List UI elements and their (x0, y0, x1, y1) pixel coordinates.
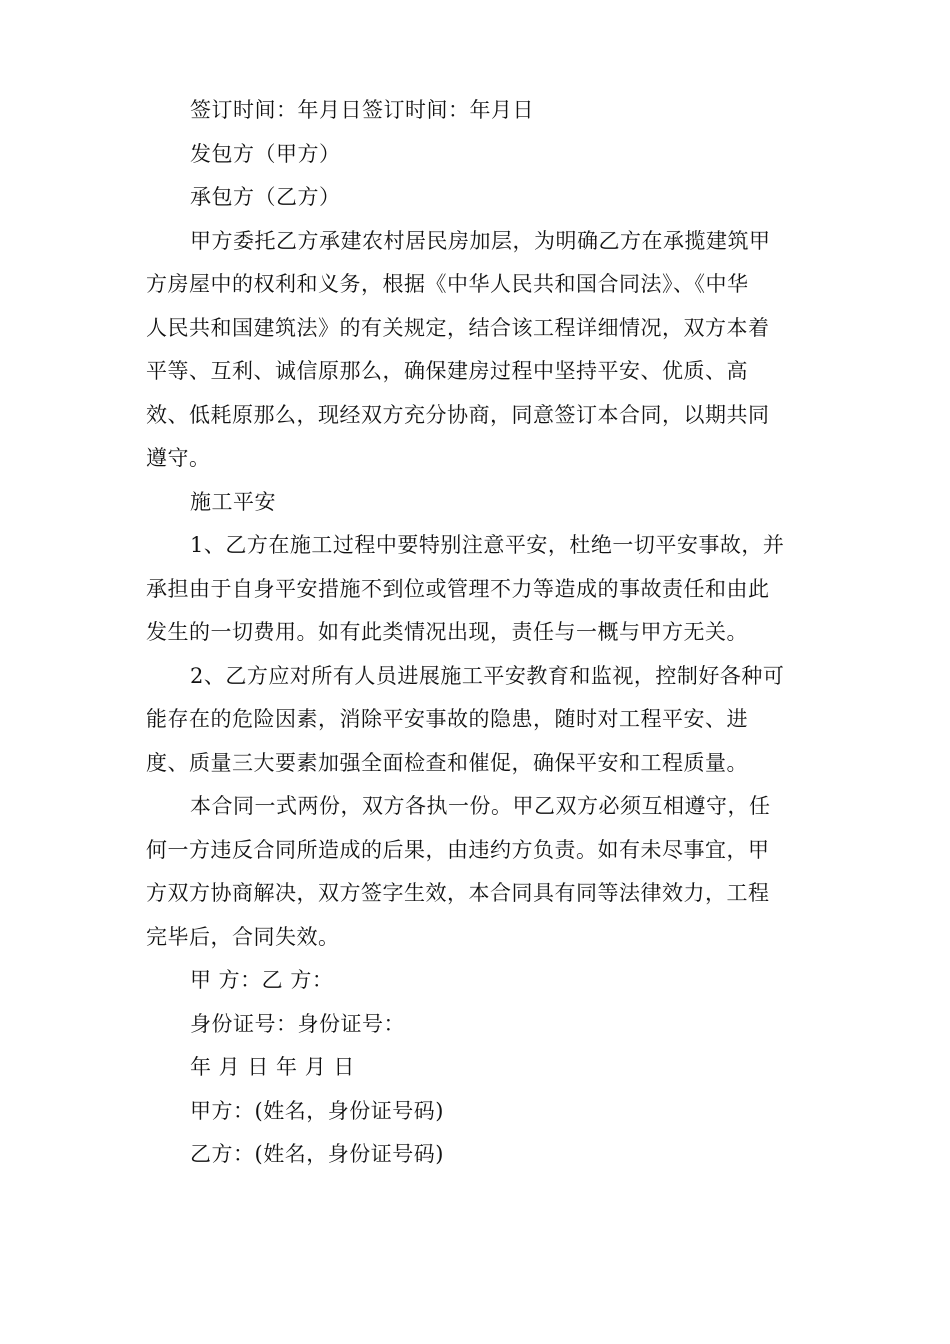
intro-paragraph-line: 遵守。 (146, 446, 211, 470)
intro-paragraph-line: 平等、互利、诚信原那么，确保建房过程中坚持平安、优质、高 (146, 359, 748, 383)
party-b-info-line: 乙方：(姓名，身份证号码) (190, 1142, 444, 1166)
signature-date-line: 年 月 日 年 月 日 (190, 1055, 355, 1079)
intro-paragraph-line: 甲方委托乙方承建农村居民房加层，为明确乙方在承揽建筑甲 (190, 229, 771, 253)
clause-1-line: 承担由于自身平安措施不到位或管理不力等造成的事故责任和由此 (146, 577, 770, 601)
closing-paragraph-line: 完毕后，合同失效。 (146, 925, 340, 949)
section-heading-safety: 施工平安 (190, 490, 276, 514)
clause-2-line: 能存在的危险因素，消除平安事故的隐患，随时对工程平安、进 (146, 707, 748, 731)
party-a-heading: 发包方（甲方） (190, 142, 341, 166)
signing-date-line: 签订时间：年月日签订时间：年月日 (190, 98, 534, 122)
clause-1-line: 发生的一切费用。如有此类情况出现，责任与一概与甲方无关。 (146, 620, 748, 644)
closing-paragraph-line: 方双方协商解决，双方签字生效，本合同具有同等法律效力，工程 (146, 881, 770, 905)
party-b-heading: 承包方（乙方） (190, 185, 341, 209)
closing-paragraph-line: 本合同一式两份，双方各执一份。甲乙双方必须互相遵守，任 (190, 794, 771, 818)
id-number-line: 身份证号：身份证号： (190, 1012, 405, 1036)
clause-1-line: 1、乙方在施工过程中要特别注意平安，杜绝一切平安事故，并 (190, 533, 785, 557)
signature-parties-line: 甲 方：乙 方： (190, 968, 334, 992)
clause-2-line: 度、质量三大要素加强全面检查和催促，确保平安和工程质量。 (146, 751, 748, 775)
closing-paragraph-line: 何一方违反合同所造成的后果，由违约方负责。如有未尽事宜，甲 (146, 838, 770, 862)
intro-paragraph-line: 方房屋中的权利和义务，根据《中华人民共和国合同法》、《中华 (146, 272, 749, 296)
intro-paragraph-line: 人民共和国建筑法》的有关规定，结合该工程详细情况，双方本着 (146, 316, 770, 340)
clause-2-line: 2、乙方应对所有人员进展施工平安教育和监视，控制好各种可 (190, 664, 785, 688)
intro-paragraph-line: 效、低耗原那么，现经双方充分协商，同意签订本合同，以期共同 (146, 403, 770, 427)
party-a-info-line: 甲方：(姓名，身份证号码) (190, 1099, 444, 1123)
